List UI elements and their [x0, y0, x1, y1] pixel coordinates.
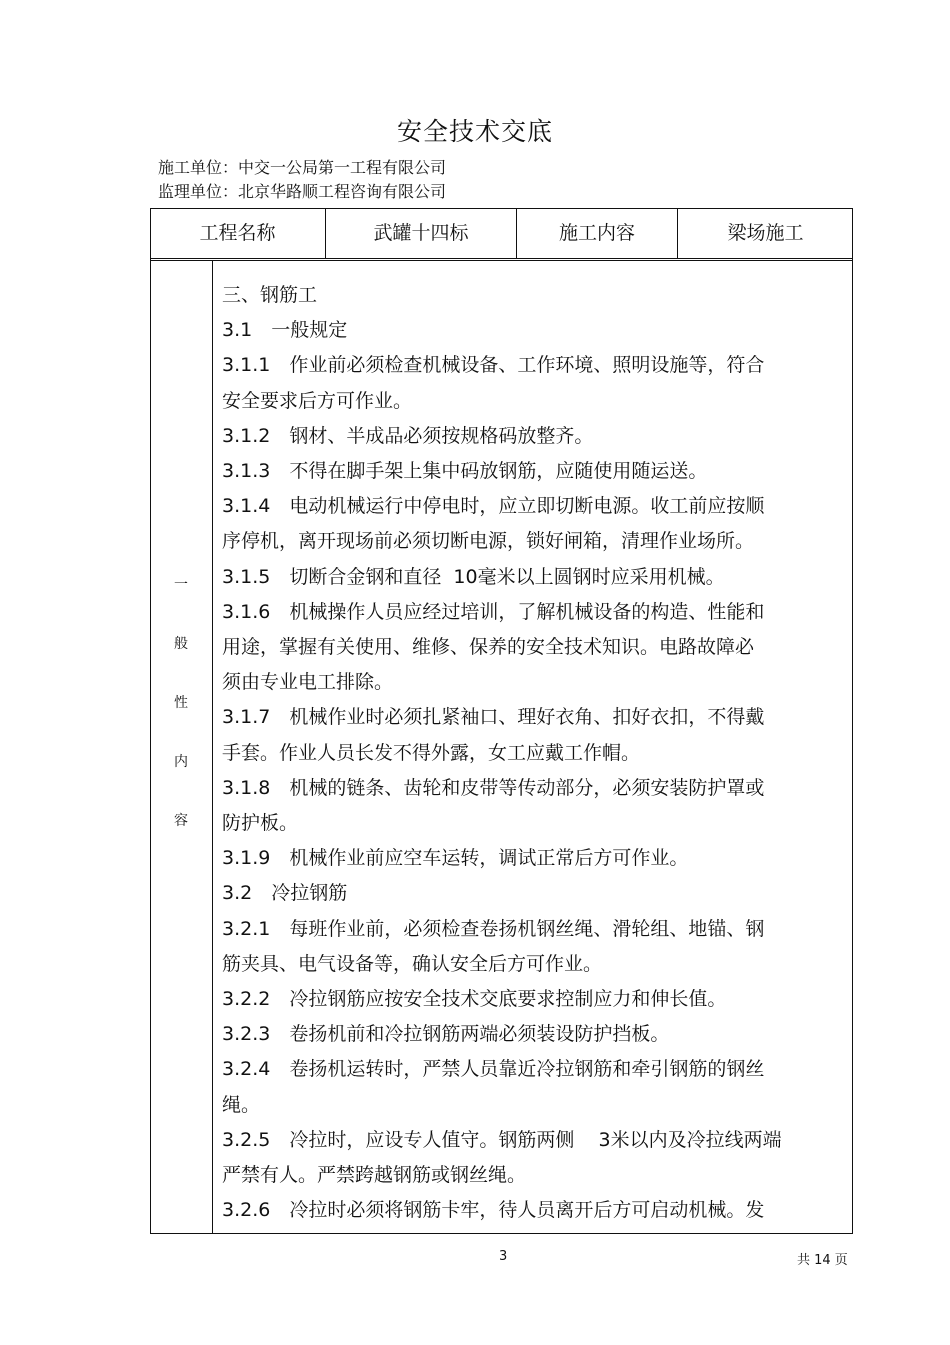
- body-line: 3.1.5 切断合金钢和直径 10毫米以上圆钢时应采用机械。: [222, 565, 725, 588]
- page-number: 3: [499, 1249, 508, 1264]
- body-line: 序停机，离开现场前必须切断电源，锁好闸箱，清理作业场所。: [222, 530, 755, 553]
- body-line: 安全要求后方可作业。: [222, 389, 413, 412]
- body-line: 3.1.4 电动机械运行中停电时，应立即切断电源。收工前应按顺: [222, 495, 765, 518]
- body-line: 3.1.9 机械作业前应空车运转，调试正常后方可作业。: [222, 847, 689, 870]
- divider: [150, 258, 853, 259]
- content-value: 梁场施工: [727, 222, 804, 244]
- body-line: 3.1.1 作业前必须检查机械设备、工作环境、照明设施等，符合: [222, 354, 765, 377]
- body-line: 3.2.1 每班作业前，必须检查卷扬机钢丝绳、滑轮组、地锚、钢: [222, 917, 765, 940]
- body-line: 3.1.2 钢材、半成品必须按规格码放整齐。: [222, 424, 594, 447]
- body-line: 3.2.5 冷拉时，应设专人值守。钢筋两侧 3米以内及冷拉线两端: [222, 1128, 782, 1151]
- body-line: 3.2.4 卷扬机运转时，严禁人员靠近冷拉钢筋和牵引钢筋的钢丝: [222, 1058, 765, 1081]
- project-name-value: 武罐十四标: [373, 222, 469, 244]
- project-name-label: 工程名称: [199, 222, 276, 244]
- side-label-char: 般: [174, 636, 188, 652]
- body-line: 3.2 冷拉钢筋: [222, 882, 348, 905]
- body-line: 用途，掌握有关使用、维修、保养的安全技术知识。电路故障必: [222, 636, 755, 659]
- body-line: 筋夹具、电气设备等，确认安全后方可作业。: [222, 952, 603, 975]
- body-line: 3.1.8 机械的链条、齿轮和皮带等传动部分，必须安装防护罩或: [222, 776, 765, 799]
- divider: [150, 260, 853, 261]
- body-line: 手套。作业人员长发不得外露，女工应戴工作帽。: [222, 741, 641, 764]
- body-line: 严禁有人。严禁跨越钢筋或钢丝绳。: [222, 1164, 527, 1187]
- body-line: 3.1.7 机械作业时必须扎紧袖口、理好衣角、扣好衣扣，不得戴: [222, 706, 765, 729]
- document-title: 安全技术交底: [396, 117, 553, 146]
- side-label-char: 容: [174, 813, 188, 829]
- body-line: 防护板。: [222, 812, 299, 835]
- body-line: 三、钢筋工: [222, 284, 318, 306]
- side-label-char: 性: [174, 695, 188, 711]
- divider: [212, 260, 213, 1234]
- section-side-label: [150, 574, 212, 869]
- supervision-unit: 监理单位：北京华路顺工程咨询有限公司: [158, 182, 447, 201]
- body-line: 3.1.6 机械操作人员应经过培训，了解机械设备的构造、性能和: [222, 600, 765, 623]
- body-line: 3.2.6 冷拉时必须将钢筋卡牢，待人员离开后方可启动机械。发: [222, 1199, 765, 1222]
- body-line: 3.2.3 卷扬机前和冷拉钢筋两端必须装设防护挡板。: [222, 1023, 670, 1046]
- body-line: 3.1.3 不得在脚手架上集中码放钢筋，应随使用随运送。: [222, 460, 708, 483]
- content-label: 施工内容: [558, 222, 635, 244]
- body-line: 绳。: [222, 1093, 261, 1116]
- side-label-char: 内: [174, 754, 188, 770]
- content-body: [222, 278, 822, 1228]
- total-pages: 共 14 页: [797, 1253, 848, 1268]
- body-line: 3.2.2 冷拉钢筋应按安全技术交底要求控制应力和伸长值。: [222, 988, 727, 1011]
- construction-unit: 施工单位：中交一公局第一工程有限公司: [158, 158, 447, 177]
- body-line: 3.1 一般规定: [222, 319, 348, 342]
- side-label-char: 一: [174, 577, 188, 593]
- body-line: 须由专业电工排除。: [222, 671, 394, 694]
